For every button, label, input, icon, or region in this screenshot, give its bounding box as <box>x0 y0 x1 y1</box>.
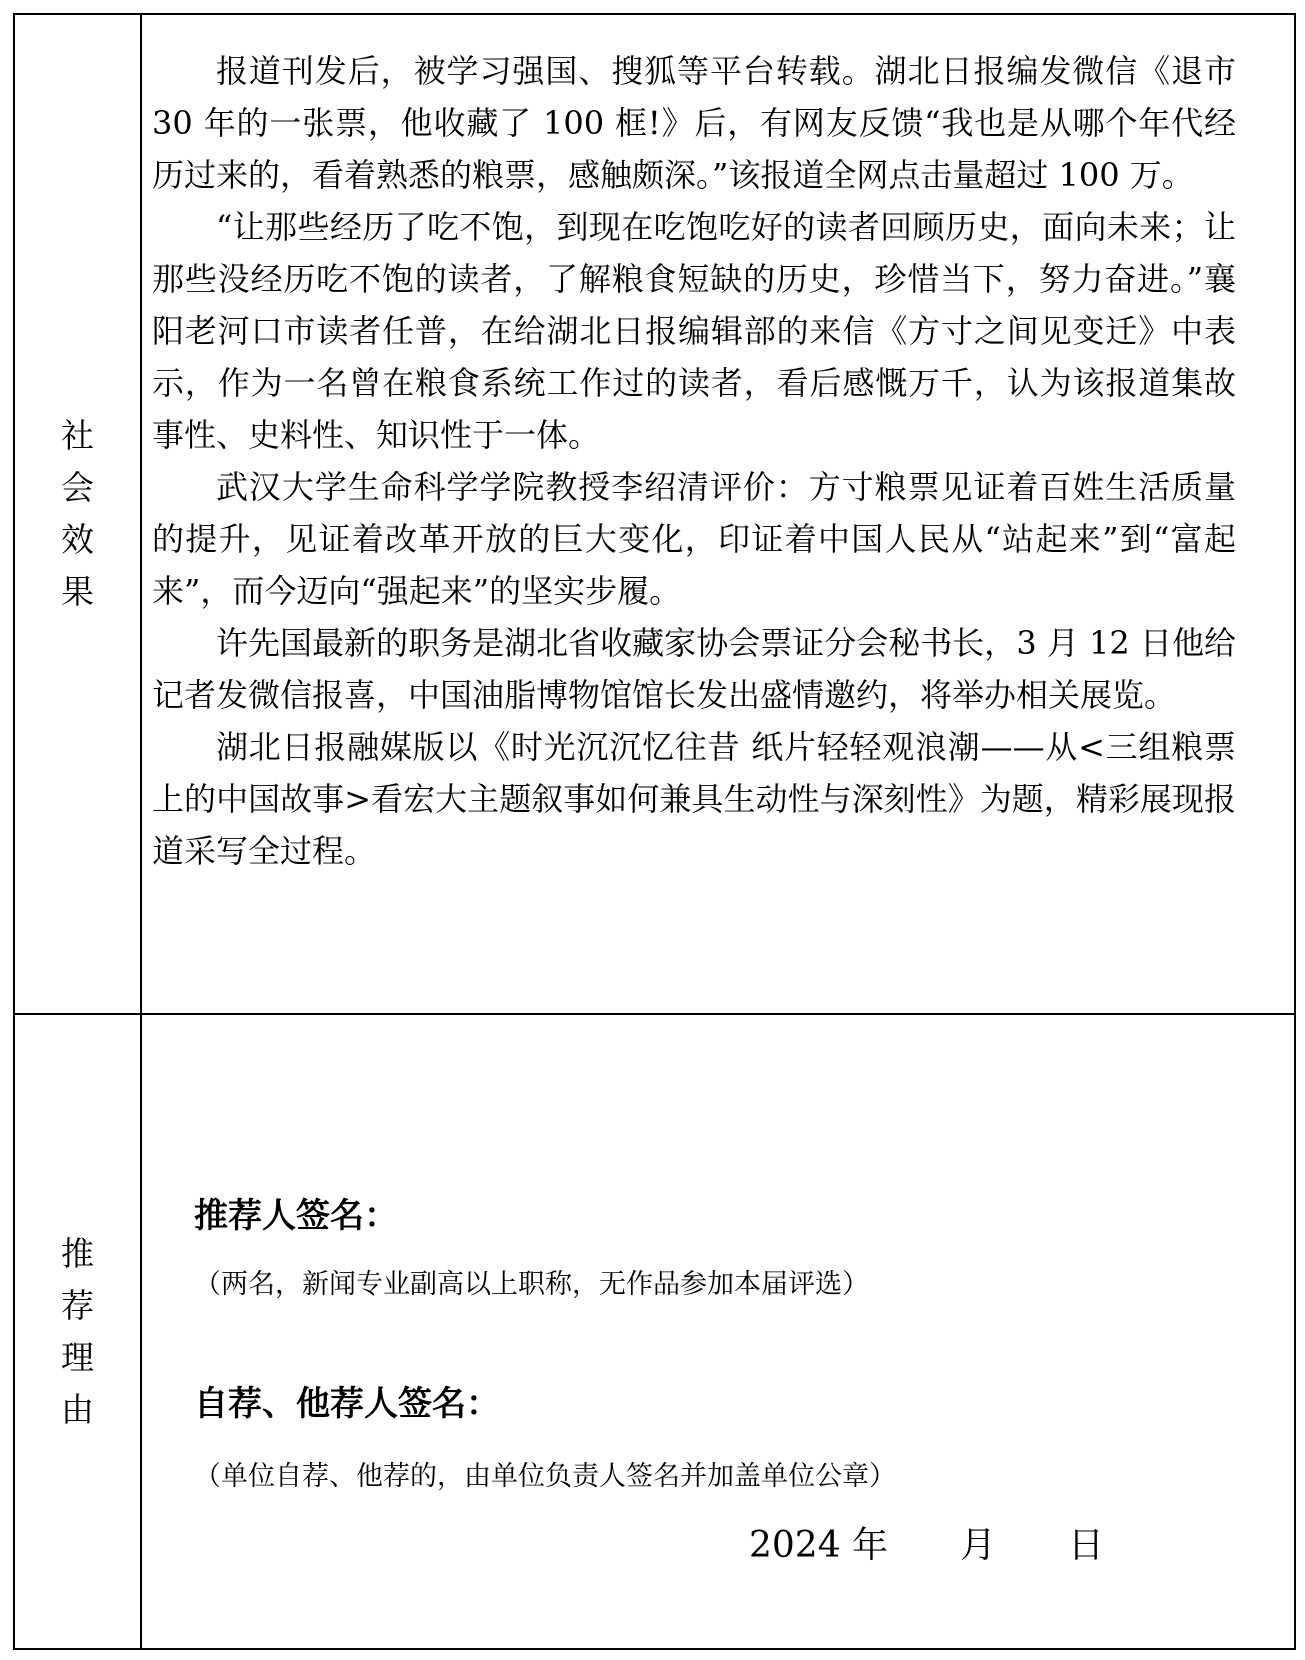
recommender-signature-label: 推荐人签名： <box>194 1196 398 1236</box>
social-effect-paragraph: 湖北日报融媒版以《时光沉沉忆往昔 纸片轻轻观浪潮——从<三组粮票上的中国故事>看宏大主题叙事如何兼具生动性与深刻性》为题，精彩展现报道采写全过程。 <box>152 728 1236 870</box>
social-effect-paragraph: 报道刊发后，被学习强国、搜狐等平台转载。湖北日报编发微信《退市 30 年的一张票，他收藏了 100 框!》后，有网友反馈“我也是从哪个年代经历过来的，看着熟悉的粮票，感触颇深。”该报道全网点击量超过 100 万。 <box>152 52 1236 194</box>
social-effect-content-cell <box>142 15 1294 1013</box>
social-effect-label-char: 果 <box>61 572 94 611</box>
social-effect-label-char: 会 <box>61 468 94 507</box>
social-effect-paragraph: “让那些经历了吃不饱，到现在吃饱吃好的读者回顾历史，面向未来；让那些没经历吃不饱的读者，了解粮食短缺的历史，珍惜当下，努力奋进。”襄阳老河口市读者任普，在给湖北日报编辑部的来信《方寸之间见变迁》中表示，作为一名曾在粮食系统工作过的读者，看后感慨万千，认为该报道集故事性、史料性、知识性于一体。 <box>152 208 1236 454</box>
recommendation-reason-row <box>15 1015 1294 1648</box>
self-recommendation-signature-note: （单位自荐、他荐的，由单位负责人签名并加盖单位公章） <box>194 1461 896 1492</box>
signature-date-line: 2024 年 月 日 <box>749 1525 1105 1566</box>
social-effect-label-char: 效 <box>61 520 94 559</box>
social-effect-label-cell <box>15 15 142 1013</box>
self-recommendation-signature-label: 自荐、他荐人签名： <box>194 1384 500 1424</box>
social-effect-paragraph: 许先国最新的职务是湖北省收藏家协会票证分会秘书长，3 月 12 日他给记者发微信报喜，中国油脂博物馆馆长发出盛情邀约，将举办相关展览。 <box>152 624 1236 714</box>
recommendation-reason-label-char: 荐 <box>61 1285 94 1325</box>
social-effect-paragraph: 武汉大学生命科学学院教授李绍清评价：方寸粮票见证着百姓生活质量的提升，见证着改革开放的巨大变化，印证着中国人民从“站起来”到“富起来”，而今迈向“强起来”的坚实步履。 <box>152 468 1236 610</box>
social-effect-label-char: 社 <box>61 416 94 455</box>
social-effect-row <box>15 15 1294 1015</box>
recommendation-reason-label-cell <box>15 1015 142 1648</box>
recommendation-reason-content-cell <box>142 1015 1294 1648</box>
recommender-signature-note: （两名，新闻专业副高以上职称，无作品参加本届评选） <box>194 1269 869 1300</box>
recommendation-reason-label-char: 理 <box>61 1337 94 1377</box>
recommendation-form-table <box>13 13 1296 1650</box>
recommendation-reason-label-char: 推 <box>61 1233 94 1273</box>
recommendation-reason-label-char: 由 <box>61 1389 94 1429</box>
